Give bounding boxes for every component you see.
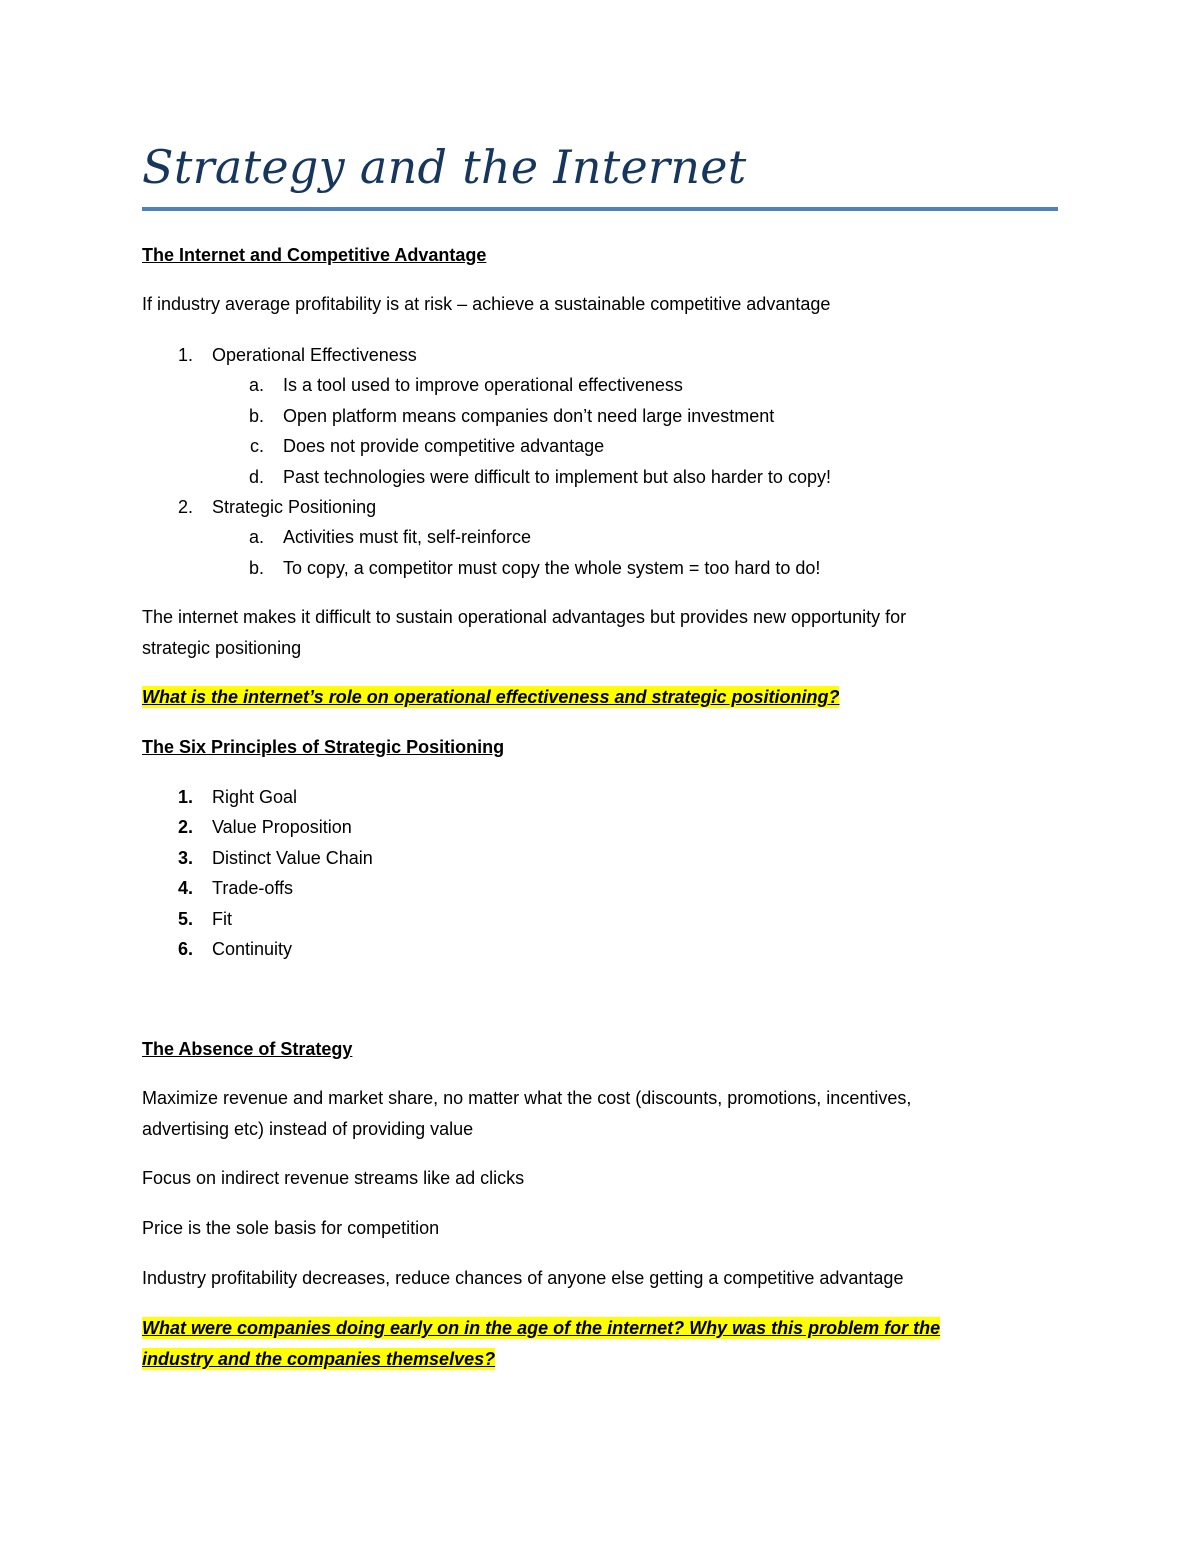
- sublist-item: Does not provide competitive advantage: [283, 436, 605, 456]
- sublist-item: Activities must fit, self-reinforce: [283, 527, 532, 547]
- summary-paragraph-line: The internet makes it difficult to sustain operational advantages but provides new opportunity for: [142, 607, 907, 627]
- sublist-marker: c.: [249, 436, 264, 456]
- review-question-highlighted: What were companies doing early on in the age of the internet? Why was this problem for the: [142, 1318, 941, 1338]
- sublist-marker: a.: [248, 375, 264, 395]
- list-marker: 2.: [177, 497, 193, 517]
- list-marker: 6.: [177, 939, 193, 959]
- list-marker: 1.: [177, 345, 193, 365]
- list-marker: 2.: [177, 817, 193, 837]
- principle-item: Distinct Value Chain: [212, 848, 373, 868]
- sublist-item: Is a tool used to improve operational effectiveness: [283, 375, 683, 395]
- review-question-highlighted: industry and the companies themselves?: [142, 1349, 496, 1369]
- section-heading-six-principles: The Six Principles of Strategic Positioning: [142, 737, 505, 757]
- paragraph: Focus on indirect revenue streams like ad clicks: [142, 1168, 525, 1188]
- sublist-marker: d.: [248, 467, 264, 487]
- list-marker: 4.: [177, 878, 193, 898]
- list-item-operational-effectiveness: Operational Effectiveness: [212, 345, 417, 365]
- principle-item: Fit: [212, 909, 232, 929]
- list-item-strategic-positioning: Strategic Positioning: [212, 497, 377, 517]
- section-heading-internet-competitive-advantage: The Internet and Competitive Advantage: [142, 245, 487, 265]
- summary-paragraph-line: strategic positioning: [142, 638, 302, 658]
- title-underline-rule: [142, 207, 1058, 211]
- document-title: Strategy and the Internet: [142, 140, 747, 194]
- paragraph: Price is the sole basis for competition: [142, 1218, 440, 1238]
- sublist-marker: b.: [248, 558, 264, 578]
- sublist-item: Open platform means companies don’t need large investment: [283, 406, 775, 426]
- paragraph: Industry profitability decreases, reduce chances of anyone else getting a competitive advantage: [142, 1268, 904, 1288]
- section-heading-absence-of-strategy: The Absence of Strategy: [142, 1039, 353, 1059]
- list-marker: 1.: [177, 787, 193, 807]
- principle-item: Continuity: [212, 939, 293, 959]
- sublist-item: To copy, a competitor must copy the whole system = too hard to do!: [283, 558, 821, 578]
- sublist-marker: b.: [248, 406, 264, 426]
- list-marker: 5.: [177, 909, 193, 929]
- sublist-marker: a.: [248, 527, 264, 547]
- principle-item: Right Goal: [212, 787, 298, 807]
- intro-paragraph: If industry average profitability is at risk – achieve a sustainable competitive advantage: [142, 294, 831, 314]
- list-marker: 3.: [177, 848, 193, 868]
- sublist-item: Past technologies were difficult to implement but also harder to copy!: [283, 467, 831, 487]
- paragraph-line: advertising etc) instead of providing value: [142, 1119, 474, 1139]
- review-question-highlighted: What is the internet’s role on operational effectiveness and strategic positioning?: [142, 687, 840, 707]
- principle-item: Trade-offs: [212, 878, 294, 898]
- paragraph-line: Maximize revenue and market share, no matter what the cost (discounts, promotions, incentives,: [142, 1088, 912, 1108]
- principle-item: Value Proposition: [212, 817, 352, 837]
